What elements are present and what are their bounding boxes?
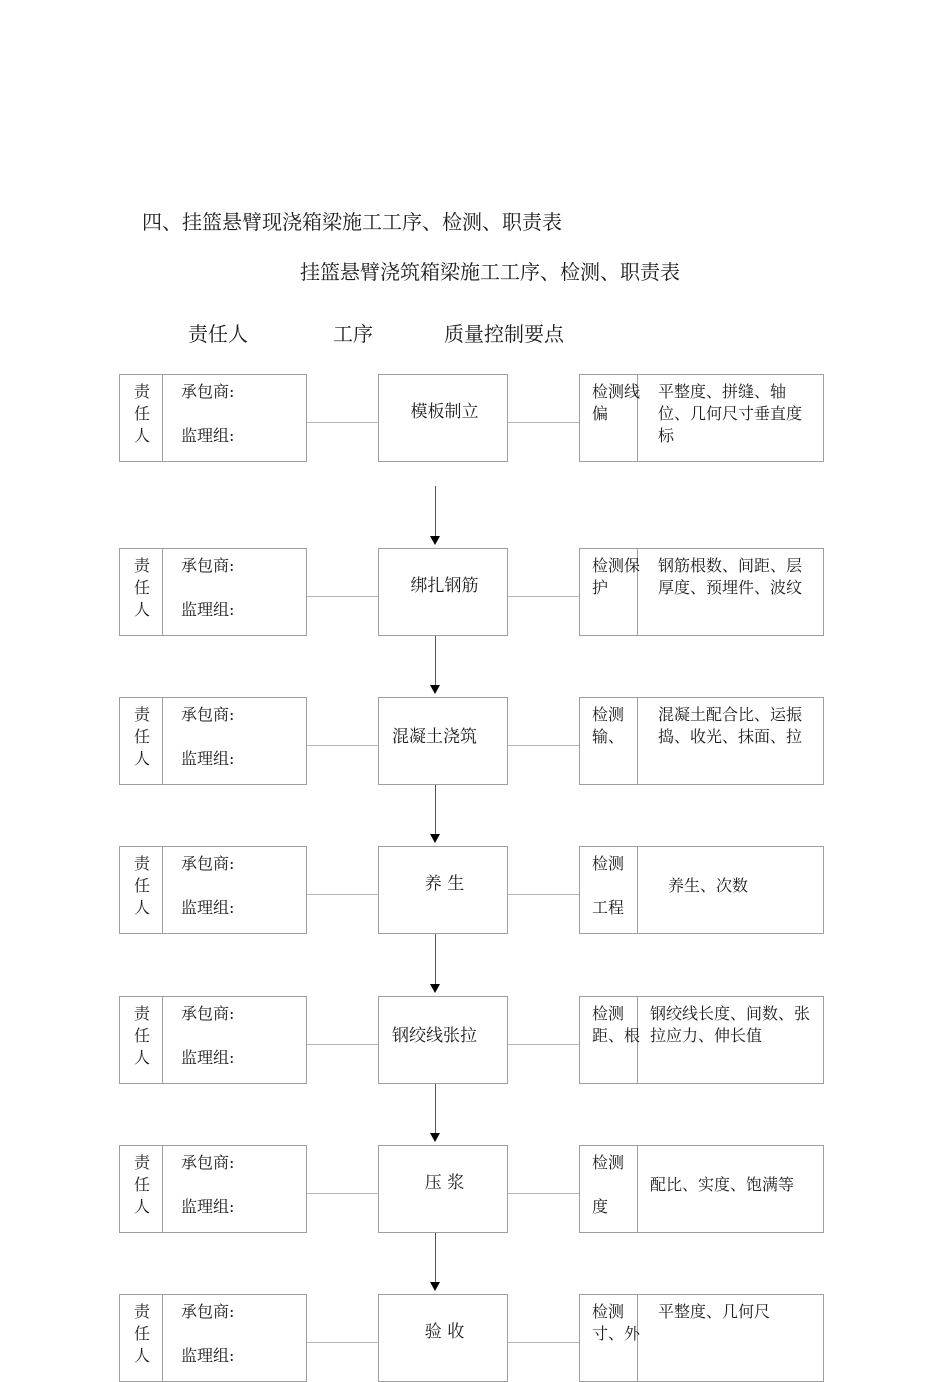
connector-line	[307, 422, 378, 423]
quality-control-box	[579, 548, 824, 636]
responsible-box	[119, 548, 307, 636]
responsible-box	[119, 374, 307, 462]
responsible-label: 责任人	[134, 1004, 151, 1067]
flow-arrow-icon	[430, 536, 440, 545]
process-step-box	[378, 1294, 508, 1382]
flow-arrow-icon	[430, 685, 440, 694]
responsible-label: 责任人	[134, 1153, 151, 1216]
connector-line	[508, 894, 579, 895]
responsible-label-cell	[120, 1146, 163, 1232]
responsible-box	[119, 1145, 307, 1233]
process-step-label: 压 浆	[424, 1173, 465, 1193]
contractor-label: 承包商:	[181, 1302, 235, 1321]
responsible-box	[119, 1294, 307, 1382]
connector-line	[508, 596, 579, 597]
contractor-label: 承包商:	[181, 556, 235, 575]
responsible-label: 责任人	[134, 382, 151, 445]
process-step-label: 养 生	[424, 874, 465, 894]
quality-control-box	[579, 697, 824, 785]
connector-line	[508, 745, 579, 746]
process-step-box	[378, 1145, 508, 1233]
responsible-label: 责任人	[134, 854, 151, 917]
supervisor-label: 监理组:	[181, 1197, 235, 1216]
process-step-label: 模板制立	[410, 402, 479, 422]
responsible-box	[119, 996, 307, 1084]
flow-arrow-icon	[430, 834, 440, 843]
responsible-label-cell	[120, 997, 163, 1083]
inspection-label: 检测寸、外	[592, 1302, 641, 1343]
connector-line	[508, 422, 579, 423]
connector-line	[508, 1342, 579, 1343]
connector-line	[508, 1193, 579, 1194]
contractor-label: 承包商:	[181, 705, 235, 724]
quality-points-text: 钢筋根数、间距、层厚度、预埋件、波纹	[658, 556, 803, 597]
quality-control-box	[579, 1145, 824, 1233]
connector-line	[307, 1193, 378, 1194]
flow-connector-line	[435, 785, 436, 836]
connector-line	[307, 1342, 378, 1343]
inspection-label: 检测	[592, 854, 625, 873]
inspection-label: 检测	[592, 1153, 625, 1172]
process-step-label: 验 收	[424, 1322, 465, 1342]
quality-control-box	[579, 1294, 824, 1382]
responsible-label-cell	[120, 1295, 163, 1381]
flow-connector-line	[435, 486, 436, 538]
connector-line	[307, 894, 378, 895]
quality-control-box	[579, 846, 824, 934]
flow-connector-line	[435, 1233, 436, 1284]
inspection-label-bottom: 工程	[592, 898, 625, 917]
process-step-box	[378, 996, 508, 1084]
contractor-label: 承包商:	[181, 854, 235, 873]
connector-line	[307, 1044, 378, 1045]
process-step-label: 绑扎钢筋	[410, 576, 479, 596]
flow-arrow-icon	[430, 1133, 440, 1142]
process-step-box	[378, 697, 508, 785]
process-step-box	[378, 548, 508, 636]
responsible-label: 责任人	[134, 1302, 151, 1365]
header-responsible: 责任人	[188, 322, 248, 346]
quality-points-text: 平整度、几何尺	[658, 1302, 771, 1321]
supervisor-label: 监理组:	[181, 600, 235, 619]
inspection-label-bottom: 度	[592, 1197, 609, 1216]
process-step-box	[378, 846, 508, 934]
supervisor-label: 监理组:	[181, 749, 235, 768]
contractor-label: 承包商:	[181, 1153, 235, 1172]
supervisor-label: 监理组:	[181, 1346, 235, 1365]
quality-points-text: 平整度、拼缝、轴位、几何尺寸垂直度标	[658, 382, 803, 445]
section-title: 四、挂篮悬臂现浇箱梁施工工序、检测、职责表	[142, 210, 562, 234]
inspection-label: 检测输、	[592, 705, 625, 746]
supervisor-label: 监理组:	[181, 1048, 235, 1067]
connector-line	[307, 745, 378, 746]
supervisor-label: 监理组:	[181, 426, 235, 445]
document-title: 挂篮悬臂浇筑箱梁施工工序、检测、职责表	[300, 260, 680, 284]
contractor-label: 承包商:	[181, 382, 235, 401]
flow-connector-line	[435, 1084, 436, 1135]
supervisor-label: 监理组:	[181, 898, 235, 917]
flow-arrow-icon	[430, 984, 440, 993]
process-step-box	[378, 374, 508, 462]
inspection-label: 检测保护	[592, 556, 641, 597]
responsible-label-cell	[120, 375, 163, 461]
process-step-label: 钢绞线张拉	[392, 1026, 477, 1046]
quality-control-box	[579, 374, 824, 462]
header-quality-control: 质量控制要点	[444, 322, 564, 346]
responsible-label-cell	[120, 549, 163, 635]
header-process: 工序	[333, 322, 373, 346]
inspection-label: 检测线偏	[592, 382, 641, 423]
connector-line	[508, 1044, 579, 1045]
quality-points-text: 配比、实度、饱满等	[650, 1175, 795, 1194]
responsible-label-cell	[120, 847, 163, 933]
flow-connector-line	[435, 636, 436, 687]
quality-points-text: 养生、次数	[668, 876, 749, 895]
process-step-label: 混凝土浇筑	[392, 727, 477, 747]
responsible-label-cell	[120, 698, 163, 784]
flow-connector-line	[435, 934, 436, 986]
quality-points-text: 混凝土配合比、运振捣、收光、抹面、拉	[658, 705, 803, 746]
responsible-box	[119, 846, 307, 934]
flow-arrow-icon	[430, 1282, 440, 1291]
quality-control-box	[579, 996, 824, 1084]
responsible-box	[119, 697, 307, 785]
responsible-label: 责任人	[134, 556, 151, 619]
inspection-label: 检测距、根	[592, 1004, 641, 1045]
connector-line	[307, 596, 378, 597]
contractor-label: 承包商:	[181, 1004, 235, 1023]
quality-points-text: 钢绞线长度、间数、张拉应力、伸长值	[650, 1004, 811, 1045]
responsible-label: 责任人	[134, 705, 151, 768]
